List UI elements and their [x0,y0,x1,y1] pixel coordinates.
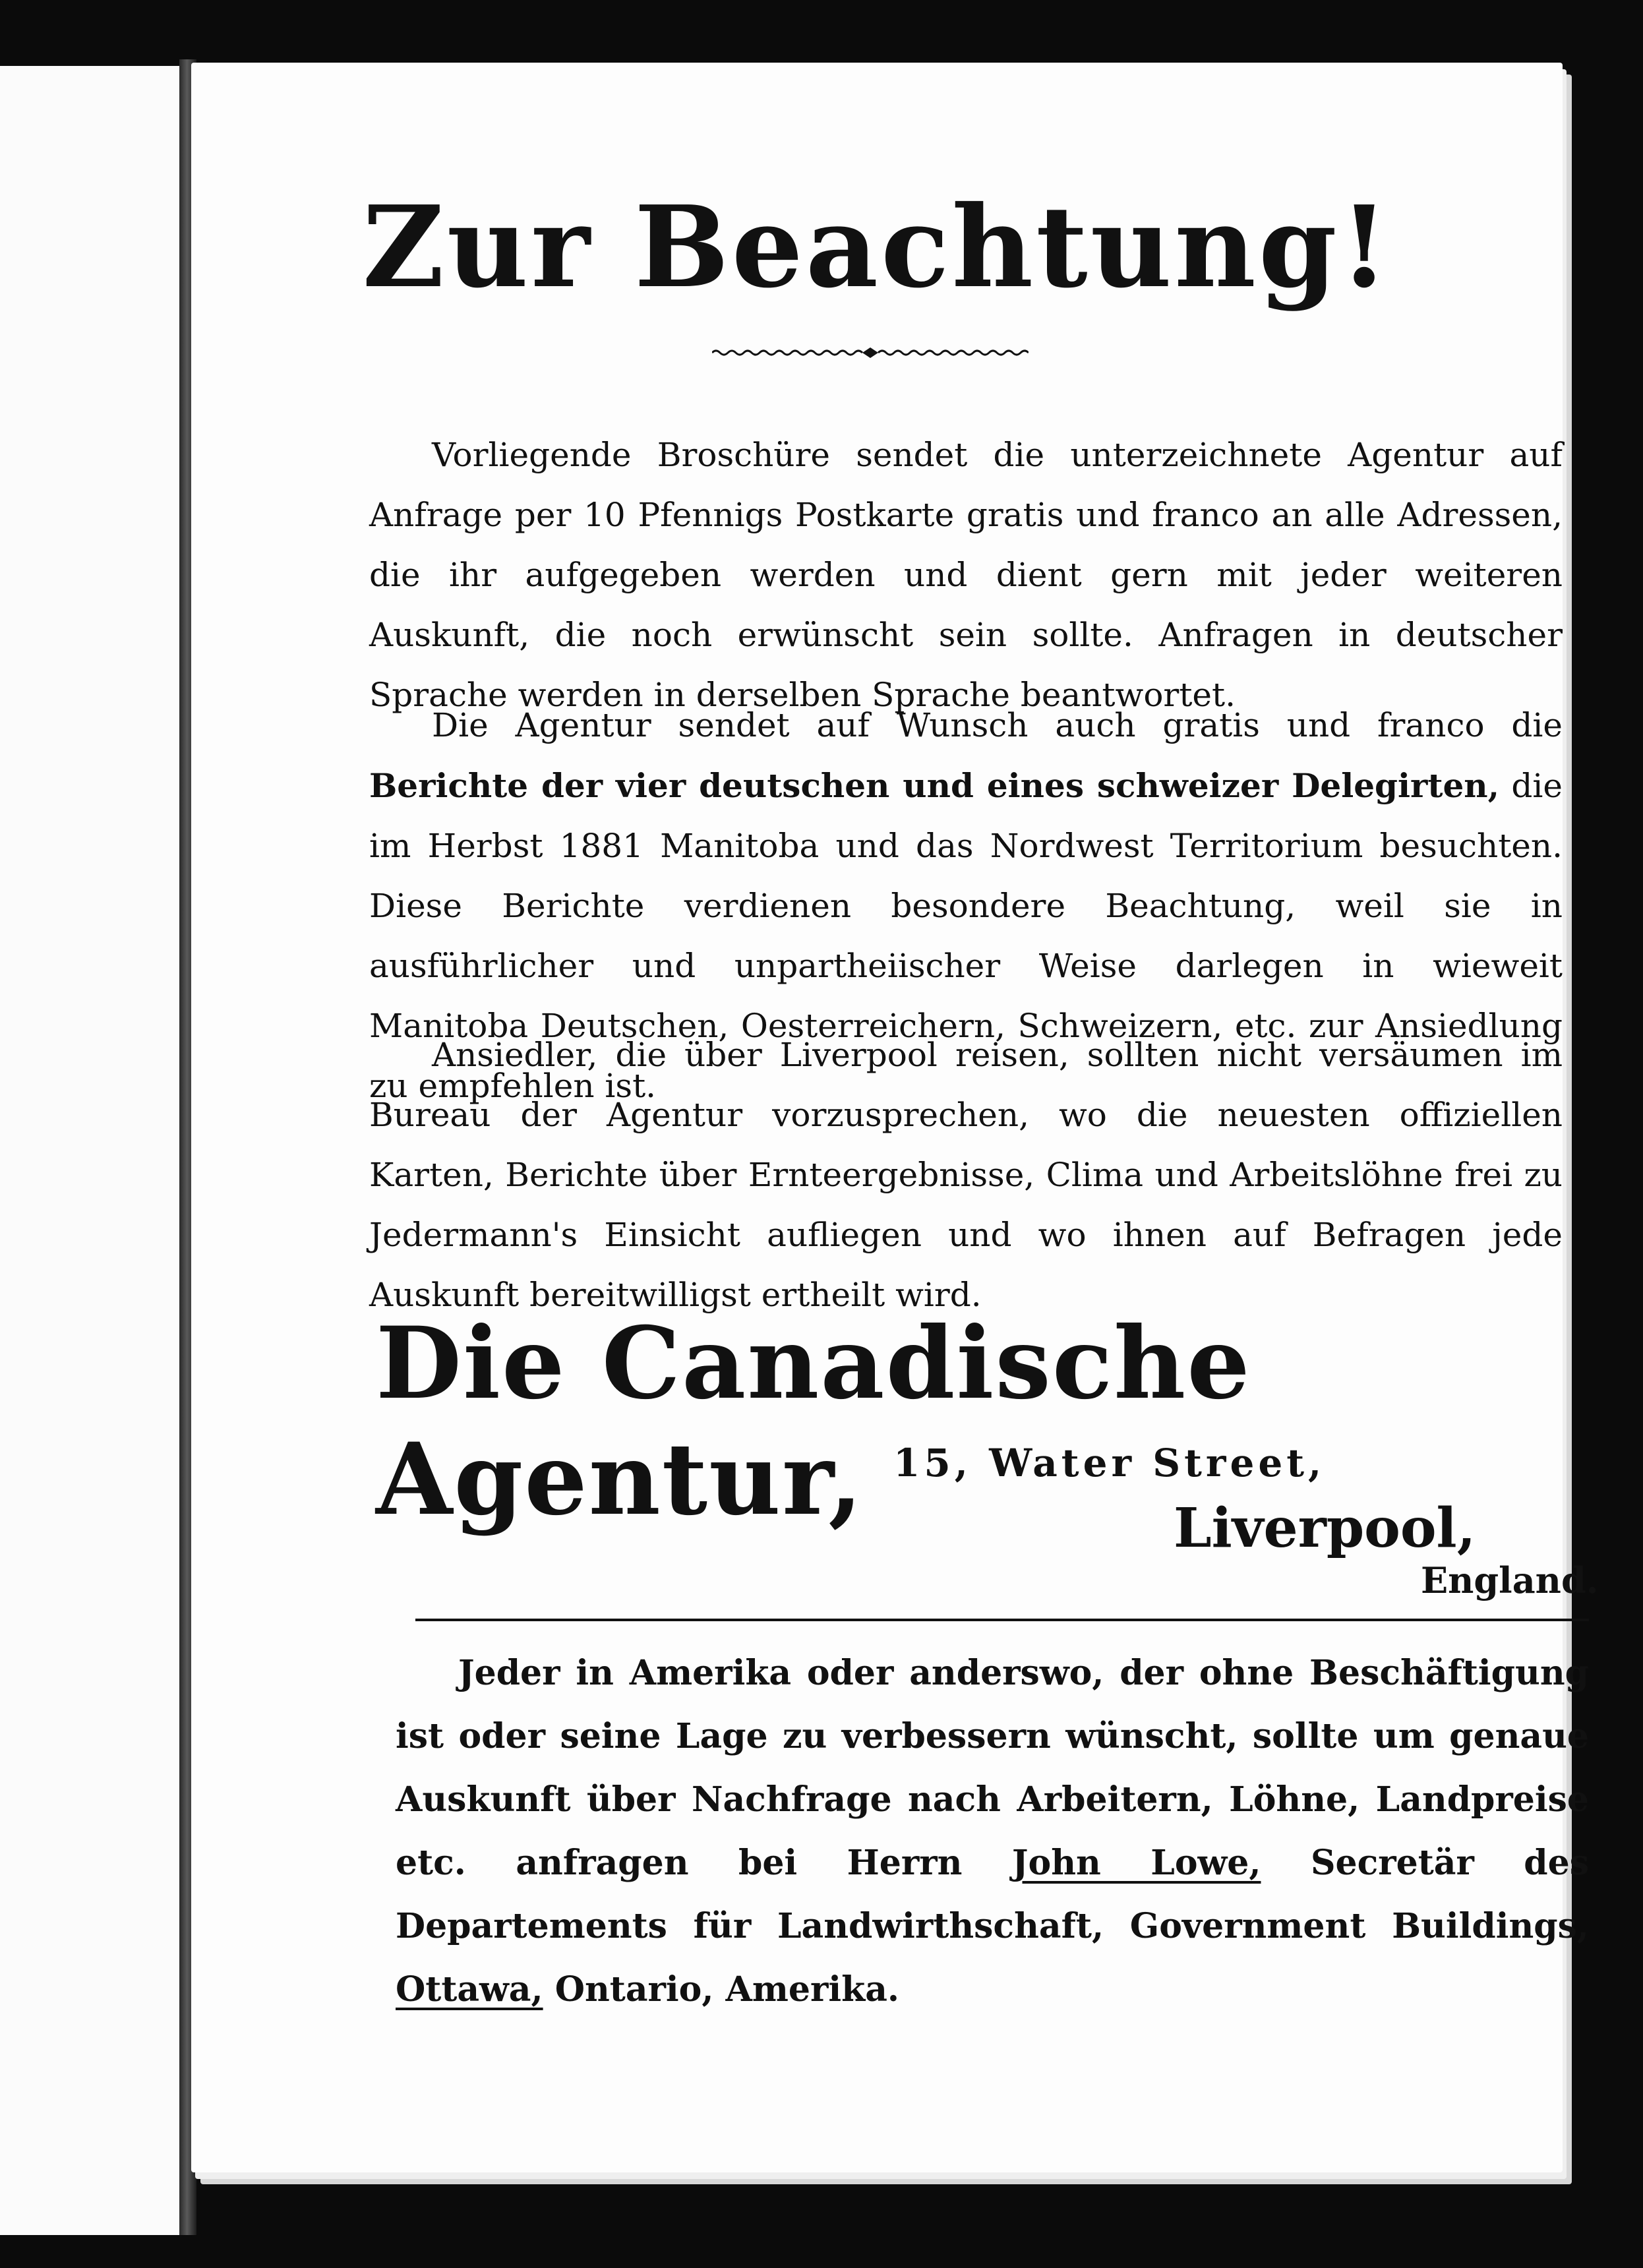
notice-text-2: Secretär des Departements für Landwirthschaft, Government Buildings, [396,1843,1590,1946]
notice-text-3: Ontario, Amerika. [554,1969,899,2010]
agency-name: Die Canadische Agentur, [376,1305,1251,1537]
paragraph-lead: Die Agentur sendet auf Wunsch auch gratis und franco die [432,706,1563,744]
ornamental-rule [712,340,1029,366]
previous-page-edge [0,66,179,2235]
notice-text-1: Jeder in Amerika oder anderswo, der ohne Beschäftigung ist oder seine Lage zu verbessern wünscht, sollte um genaue Auskunft über Nachfrage nach Arbeitern, Löhne, Landpreise etc. anfragen bei Herrn [396,1653,1589,1883]
paragraph-brochure-offer: Vorliegende Broschüre sendet die unterzeichnete Agentur auf Anfrage per 10 Pfennigs Postkarte gratis und franco an alle Adressen, die ihr aufgegeben werden und dient gern mit jeder weiteren Auskunft, die noch erwünscht sein sollte. Anfragen in deutscher Sprache werden in derselben Sprache beantwortet. [369,436,1563,714]
notice-paragraph [396,1642,1589,2021]
section-divider [415,1619,1589,1621]
agency-city: Liverpool, [1174,1497,1476,1560]
agency-street: 15, Water Street, [893,1441,1326,1485]
agency-country: England. [1421,1559,1599,1601]
contact-city: Ottawa, [396,1969,543,2010]
paragraph-rest: die im Herbst 1881 Manitoba und das Nordwest Territorium besuchten. Diese Berichte verdienen besondere Beachtung, weil sie in ausführlicher und unpartheiischer Weise darlegen in wieweit Manitoba Deutschen, Oesterreichern, Schweizern, etc. zur Ansiedlung zu empfehlen ist. [369,767,1563,1105]
paragraph-liverpool-office: Ansiedler, die über Liverpool reisen, sollten nicht versäumen im Bureau der Agentur vorzusprechen, wo die neuesten offiziellen Karten, Berichte über Ernteergebnisse, Clima und Arbeitslöhne frei zu Jedermann's Einsicht aufliegen und wo ihnen auf Befragen jede Auskunft bereitwilligst ertheilt wird. [369,1036,1563,1314]
contact-name: John Lowe, [1011,1843,1261,1883]
reports-emphasis: Berichte der vier deutschen und eines schweizer Delegirten, [369,766,1500,805]
document-page [191,63,1599,2172]
page-title: Zur Beachtung! [362,181,1392,313]
